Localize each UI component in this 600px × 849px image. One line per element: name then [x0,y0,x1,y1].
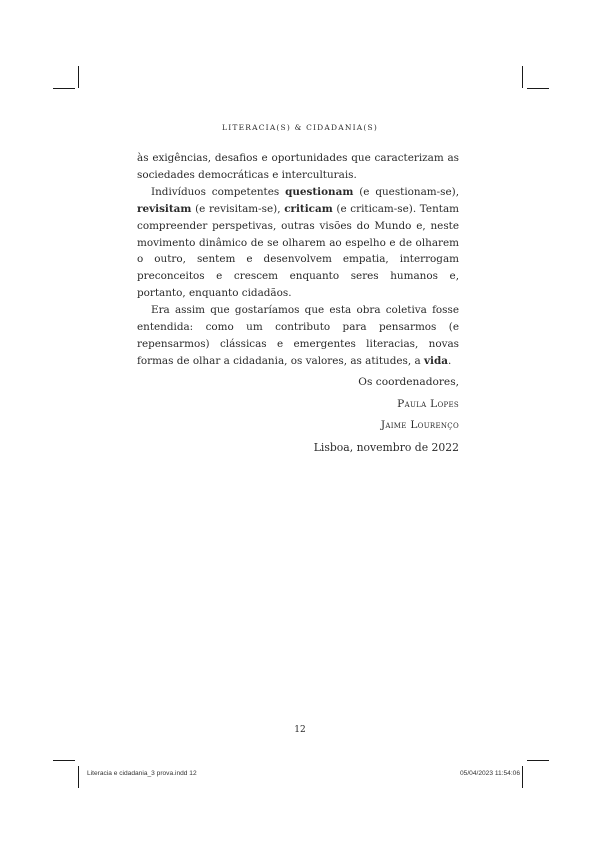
slug-filename: Literacia e cidadania_3 prova.indd 12 [87,770,197,777]
signature-name-paula-lopes: Paula Lopes [397,397,459,410]
crop-mark-bottom-left-horizontal [53,760,75,761]
p3-text-2: . [447,354,452,367]
crop-mark-top-left-horizontal [53,88,75,89]
crop-mark-bottom-right-horizontal [527,760,549,761]
p3-bold-vida: vida [423,354,448,367]
p2-bold-criticam: criticam [284,202,333,215]
signature-name-jaime-lourenco: Jaime Lourenço [380,419,459,431]
page-number: 12 [294,725,306,735]
slug-datetime: 05/04/2023 11:54:06 [459,770,520,777]
paragraph-2 [137,184,459,302]
paragraph-3 [137,302,459,370]
crop-mark-top-right-horizontal [527,88,549,89]
p2-text-4: (e criticam-se). Tentam compreender perspetivas, outras visões do Mundo e, neste movimento dinâmico de se olharem ao espelho e de olharem o outro, sentem e desenvolvem empatia, interrogam preconceitos e crescem enquanto seres humanos e, portanto, enquanto cidadãos. [137,202,459,300]
crop-mark-bottom-left-vertical [78,766,79,788]
signature-role: Os coordenadores, [358,376,459,388]
crop-mark-top-right-vertical [522,66,523,88]
body-text [137,150,459,370]
crop-mark-top-left-vertical [78,66,79,88]
paragraph-1: às exigências, desafios e oportunidades que caracterizam as sociedades democráticas e interculturais. [137,152,459,181]
p2-text-3: (e revisitam-se), [191,202,285,215]
p2-bold-questionam: questionam [285,185,354,198]
p3-text-1: Era assim que gostaríamos que esta obra coletiva fosse entendida: como um contributo para pensarmos (e repensarmos) clássicas e emergentes literacias, novas formas de olhar a cidadania, os valores, as atitudes, a [137,304,459,367]
place-date: Lisboa, novembro de 2022 [313,441,459,454]
p2-bold-revisitam: revisitam [137,202,192,215]
p2-text-1: Indivíduos competentes [151,185,286,198]
signature-block [300,372,459,437]
p2-text-2: (e questionam-se), [353,185,460,198]
running-head: LITERACIA(S) & CIDADANIA(S) [222,123,378,132]
crop-mark-bottom-right-vertical [522,766,523,788]
